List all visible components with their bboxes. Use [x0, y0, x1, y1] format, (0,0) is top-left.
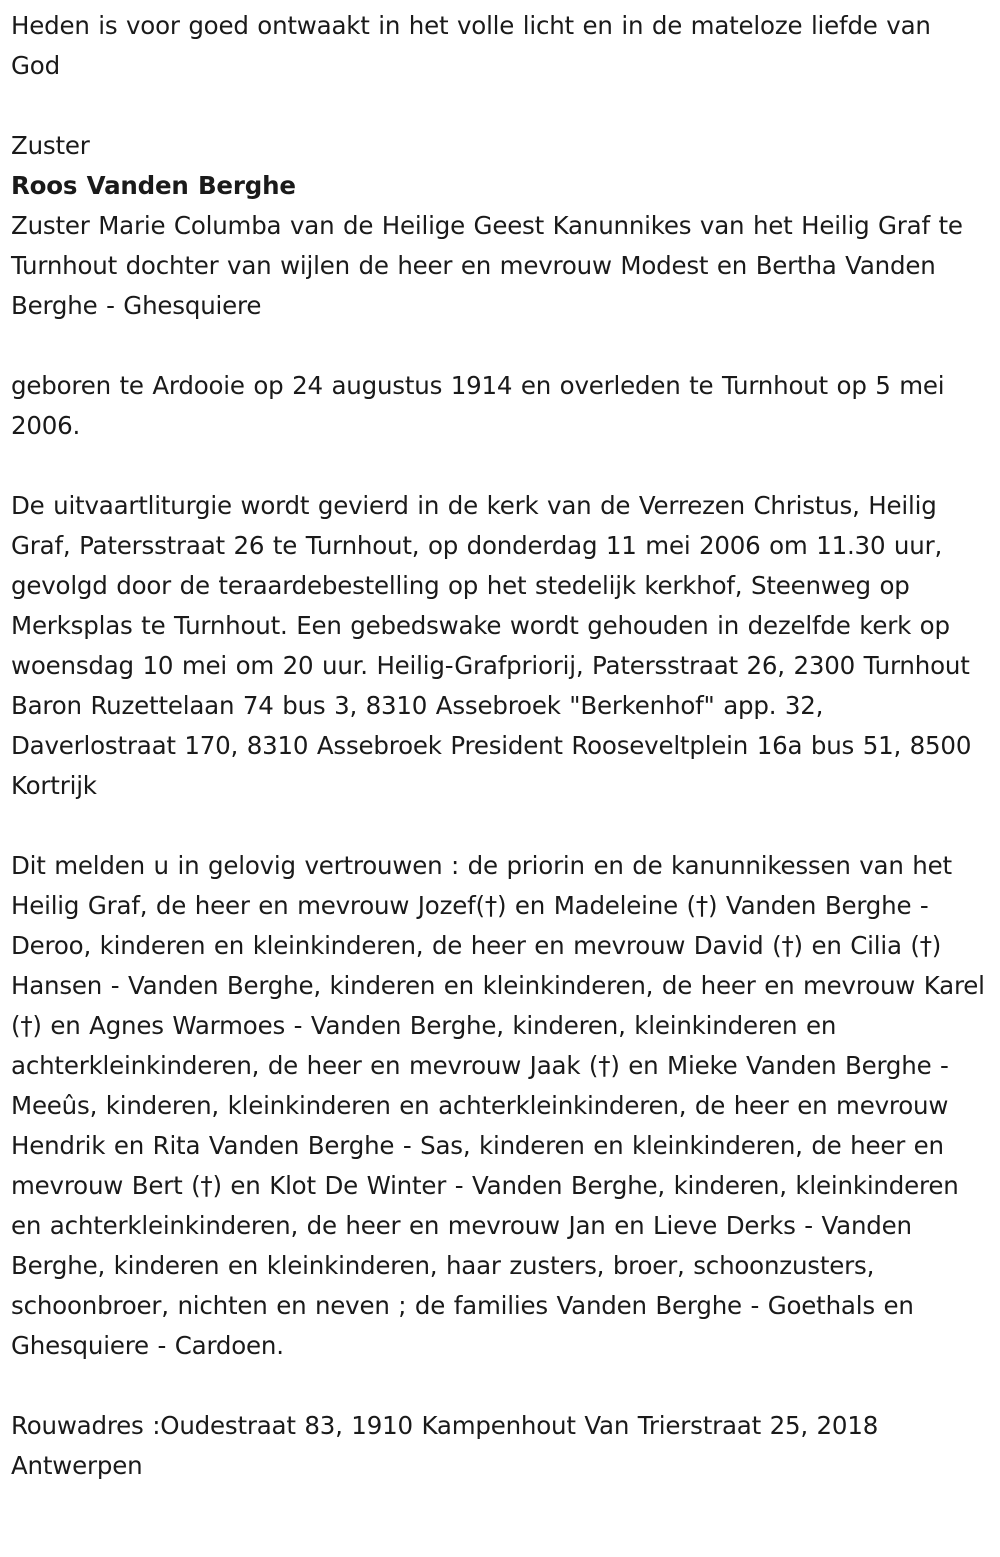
birth-death-text: geboren te Ardooie op 24 augustus 1914 en overleden te Turnhout op 5 mei 2006. [11, 371, 945, 440]
funeral-details: De uitvaartliturgie wordt gevierd in de kerk van de Verrezen Christus, Heilig Graf, Patersstraat 26 te Turnhout, op donderdag 11 mei 2006 om 11.30 uur, gevolgd door de teraardebestelling op het stedelijk kerkhof, Steenweg op Merksplas te Turnhout. Een gebedswake wordt gehouden in dezelfde kerk op woensdag 10 mei om 20 uur. Heilig-Grafpriorij, Patersstraat 26, 2300 Turnhout Baron Ruzettelaan 74 bus 3, 8310 Assebroek "Berkenhof" app. 32, Daverlostraat 170, 8310 Assebroek President Rooseveltplein 16a bus 51, 8500 Kortrijk [11, 491, 972, 800]
mourning-address: Rouwadres :Oudestraat 83, 1910 Kampenhout Van Trierstraat 25, 2018 Antwerpen [11, 1411, 879, 1480]
intro-text: Heden is voor goed ontwaakt in het volle licht en in de mateloze liefde van God [11, 11, 931, 80]
spacer [11, 1366, 988, 1406]
announcement-text: Dit melden u in gelovig vertrouwen : de priorin en de kanunnikessen van het Heilig Graf, de heer en mevrouw Jozef(†) en Madeleine (†) Vanden Berghe - Deroo, kinderen en kleinkinderen, de heer en mevrouw David (†) en Cilia (†) Hansen - Vanden Berghe, kinderen en kleinkinderen, de heer en mevrouw Karel (†) en Agnes Warmoes - Vanden Berghe, kinderen, kleinkinderen en achterkleinkinderen, de heer en mevrouw Jaak (†) en Mieke Vanden Berghe - Meeûs, kinderen, kleinkinderen en achterkleinkinderen, de heer en mevrouw Hendrik en Rita Vanden Berghe - Sas, kinderen en kleinkinderen, de heer en mevrouw Bert (†) en Klot De Winter - Vanden Berghe, kinderen, kleinkinderen en achterkleinkinderen, de heer en mevrouw Jan en Lieve Derks - Vanden Berghe, kinderen en kleinkinderen, haar zusters, broer, schoonzusters, schoonbroer, nichten en neven ; de families Vanden Berghe - Goethals en Ghesquiere - Cardoen. [11, 851, 985, 1360]
spacer [11, 326, 988, 366]
spacer [11, 86, 988, 126]
deceased-name: Roos Vanden Berghe [11, 171, 296, 200]
spacer [11, 806, 988, 846]
spacer [11, 446, 988, 486]
deceased-description: Zuster Marie Columba van de Heilige Geest Kanunnikes van het Heilig Graf te Turnhout dochter van wijlen de heer en mevrouw Modest en Bertha Vanden Berghe - Ghesquiere [11, 211, 963, 320]
deceased-title: Zuster [11, 131, 90, 160]
